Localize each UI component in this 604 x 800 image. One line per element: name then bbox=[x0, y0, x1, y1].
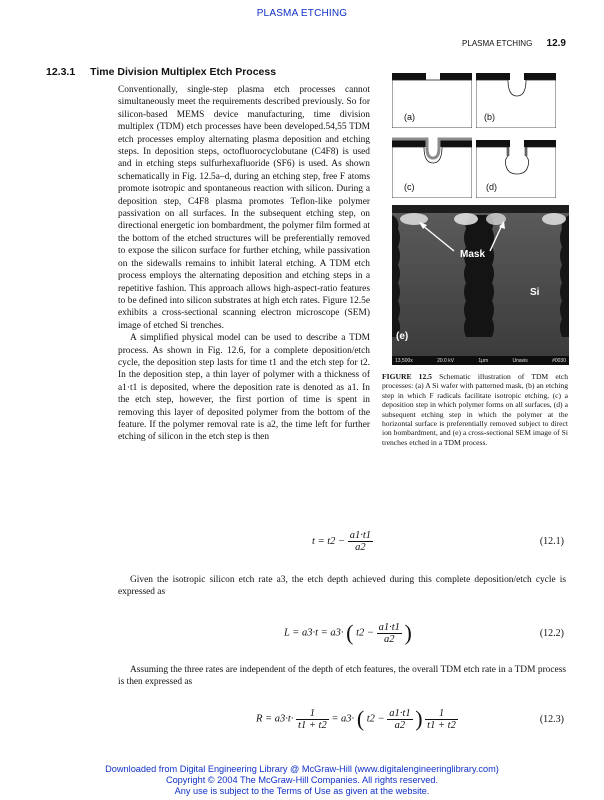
sem-voltage: 20.0 kV bbox=[437, 357, 455, 364]
equation-number-12-2: (12.2) bbox=[539, 628, 564, 639]
body-paragraph-1: Conventionally, single-step plasma etch processes cannot simultaneously meet the requirements described previously. So for silicon-based MEMS device manufacturing, time division multiplex (TDM) etch processes have been developed.54,55 TDM etch processes employ alternating plasma deposition and etching steps. In deposition steps, octofluorocyclobutane (C4F8) is used and in etching steps sulfurhexafluoride (SF6) is used. As shown schematically in Fig. 12.5a–d, during an etching step, free F atoms promote isotropic and spontaneous reaction with silicon. During a deposition step, C4F8 plasma promotes Teflon-like polymer passivation on all surfaces. In the subsequent etching step, on directional energetic ion bombardment, the polymer film formed at the bottom of the etched structures will be preferentially removed to expose the silicon surface for further etching, while passivation on the sidewalls remains to inhibit lateral etching. A TDM etch process employs the alternating deposition and etching steps in a repetitive fashion. This approach allows high-aspect-ratio features to be defined into silicon substrates at high etch rates. Figure 12.5e exhibits a cross-sectional scanning electron microscope (SEM) image of etched Si trenches. bbox=[118, 85, 370, 331]
eq2-fraction bbox=[377, 622, 402, 645]
sem-image bbox=[392, 205, 569, 365]
eq3-denominator-3: t1 + t2 bbox=[427, 719, 456, 731]
footer-line-3[interactable]: Any use is subject to the Terms of Use as given at the website. bbox=[174, 786, 430, 796]
page-number: 12.9 bbox=[546, 38, 566, 49]
eq2-denominator: a2 bbox=[383, 633, 395, 645]
eq2-inner-lhs: t2 − bbox=[356, 627, 374, 639]
eq2-lhs: L = a3·t = a3· bbox=[284, 627, 344, 639]
panel-label-b: (b) bbox=[484, 112, 495, 122]
eq3-numerator-1: 1 bbox=[296, 708, 329, 720]
figure-caption bbox=[382, 372, 568, 447]
eq3-lhs: R = a3·t· bbox=[256, 713, 294, 725]
eq1-numerator: a1·t1 bbox=[349, 530, 372, 541]
running-head-title: PLASMA ETCHING bbox=[462, 39, 533, 48]
eq3-fraction-2 bbox=[387, 708, 412, 731]
body-paragraph-2: A simplified physical model can be used to describe a TDM process. As shown in Fig. 12.6, for a complete deposition/etch cycle, the deposition step lasts for time t1 and the etch step for t2. In the deposition step, a thin layer of polymer with a thickness of a1·t1 is deposited, where the deposition rate is denoted as a1. In the etch step, however, the first portion of time is spent in removing this layer of deposited polymer from the bottom of the feature. If the polymer removal rate is a2, the time left for further etching of silicon in the etch step is then bbox=[118, 333, 370, 443]
section-heading bbox=[46, 66, 276, 78]
sem-id: #0030 bbox=[552, 357, 566, 364]
equation-number-12-3: (12.3) bbox=[539, 714, 564, 725]
paragraph-after-eq2-text: Assuming the three rates are independent of the depth of etch features, the overall TDM etch rate in a TDM process is then expressed as bbox=[118, 665, 566, 688]
eq3-denominator-1: t1 + t2 bbox=[298, 719, 327, 731]
eq3-denominator-2: a2 bbox=[394, 719, 406, 731]
equation-12-1 bbox=[312, 530, 373, 553]
sem-label-e: (e) bbox=[396, 331, 409, 342]
sem-label-si: Si bbox=[530, 287, 540, 298]
equation-12-3: R = a3·t· $\frac{1}{t1 + t2}$ = a3· ( t2 − $\frac{a1\cdot t1}{a2}$ ) $\frac{1}{t1 + t2}$ bbox=[256, 706, 456, 731]
paragraph-after-eq2 bbox=[118, 664, 566, 689]
equation-number-12-1: (12.1) bbox=[539, 536, 564, 547]
eq3-fraction-3 bbox=[425, 708, 458, 731]
sem-databar bbox=[392, 356, 569, 365]
sem-image-drawing bbox=[392, 205, 569, 365]
eq2-numerator: a1·t1 bbox=[378, 621, 400, 633]
panel-label-a: (a) bbox=[404, 112, 415, 122]
eq1-fraction bbox=[348, 530, 373, 553]
paragraph-after-eq1-text: Given the isotropic silicon etch rate a3, the etch depth achieved during this complete deposition/etch cycle is expressed as bbox=[118, 575, 566, 598]
equation-12-2: L = a3·t = a3· ( t2 − $\frac{a1\cdot t1}{a2}$ ) bbox=[284, 620, 412, 645]
sem-magnification: 13,500x bbox=[395, 357, 413, 364]
eq3-fraction-1 bbox=[296, 708, 329, 731]
footer-line-1[interactable]: Downloaded from Digital Engineering Library @ McGraw-Hill (www.digitalengineeringlibrary.com) bbox=[105, 764, 499, 774]
running-head bbox=[462, 38, 566, 49]
section-number: 12.3.1 bbox=[46, 66, 76, 78]
body-column bbox=[118, 84, 370, 444]
eq3-numerator-3: 1 bbox=[425, 708, 458, 720]
footer-line-2: Copyright © 2004 The McGraw-Hill Companies. All rights reserved. bbox=[165, 775, 439, 785]
sem-scale: 1μm bbox=[478, 357, 489, 364]
panel-label-c: (c) bbox=[404, 182, 415, 192]
eq3-mid: = a3· bbox=[331, 713, 355, 725]
eq3-numerator-2: a1·t1 bbox=[389, 707, 411, 719]
sem-detector: Unavis bbox=[512, 357, 528, 364]
download-footer bbox=[0, 764, 604, 797]
eq1-lhs: t = t2 − bbox=[312, 535, 346, 547]
top-banner: PLASMA ETCHING bbox=[256, 8, 348, 19]
panel-label-d: (d) bbox=[486, 182, 497, 192]
section-title: Time Division Multiplex Etch Process bbox=[90, 66, 277, 78]
figure-caption-label: FIGURE 12.5 bbox=[382, 372, 432, 381]
eq1-denominator: a2 bbox=[355, 542, 366, 553]
paragraph-after-eq1 bbox=[118, 574, 566, 599]
figure-caption-text: Schematic illustration of TDM etch processes: (a) A Si wafer with patterned mask, (b) an etching step in which F radicals facilitate isotropic etching, (c) a deposition step in which polymer forms on all surfaces, (d) a subsequent etching step in which the polymer at the horizontal surface is preferentially removed subject to direct ion bombardment, and (e) a cross-sectional SEM image of Si trenches etched in a TDM process. bbox=[382, 372, 568, 447]
eq3-inner-lhs: t2 − bbox=[366, 713, 385, 725]
sem-label-mask: Mask bbox=[460, 249, 486, 260]
